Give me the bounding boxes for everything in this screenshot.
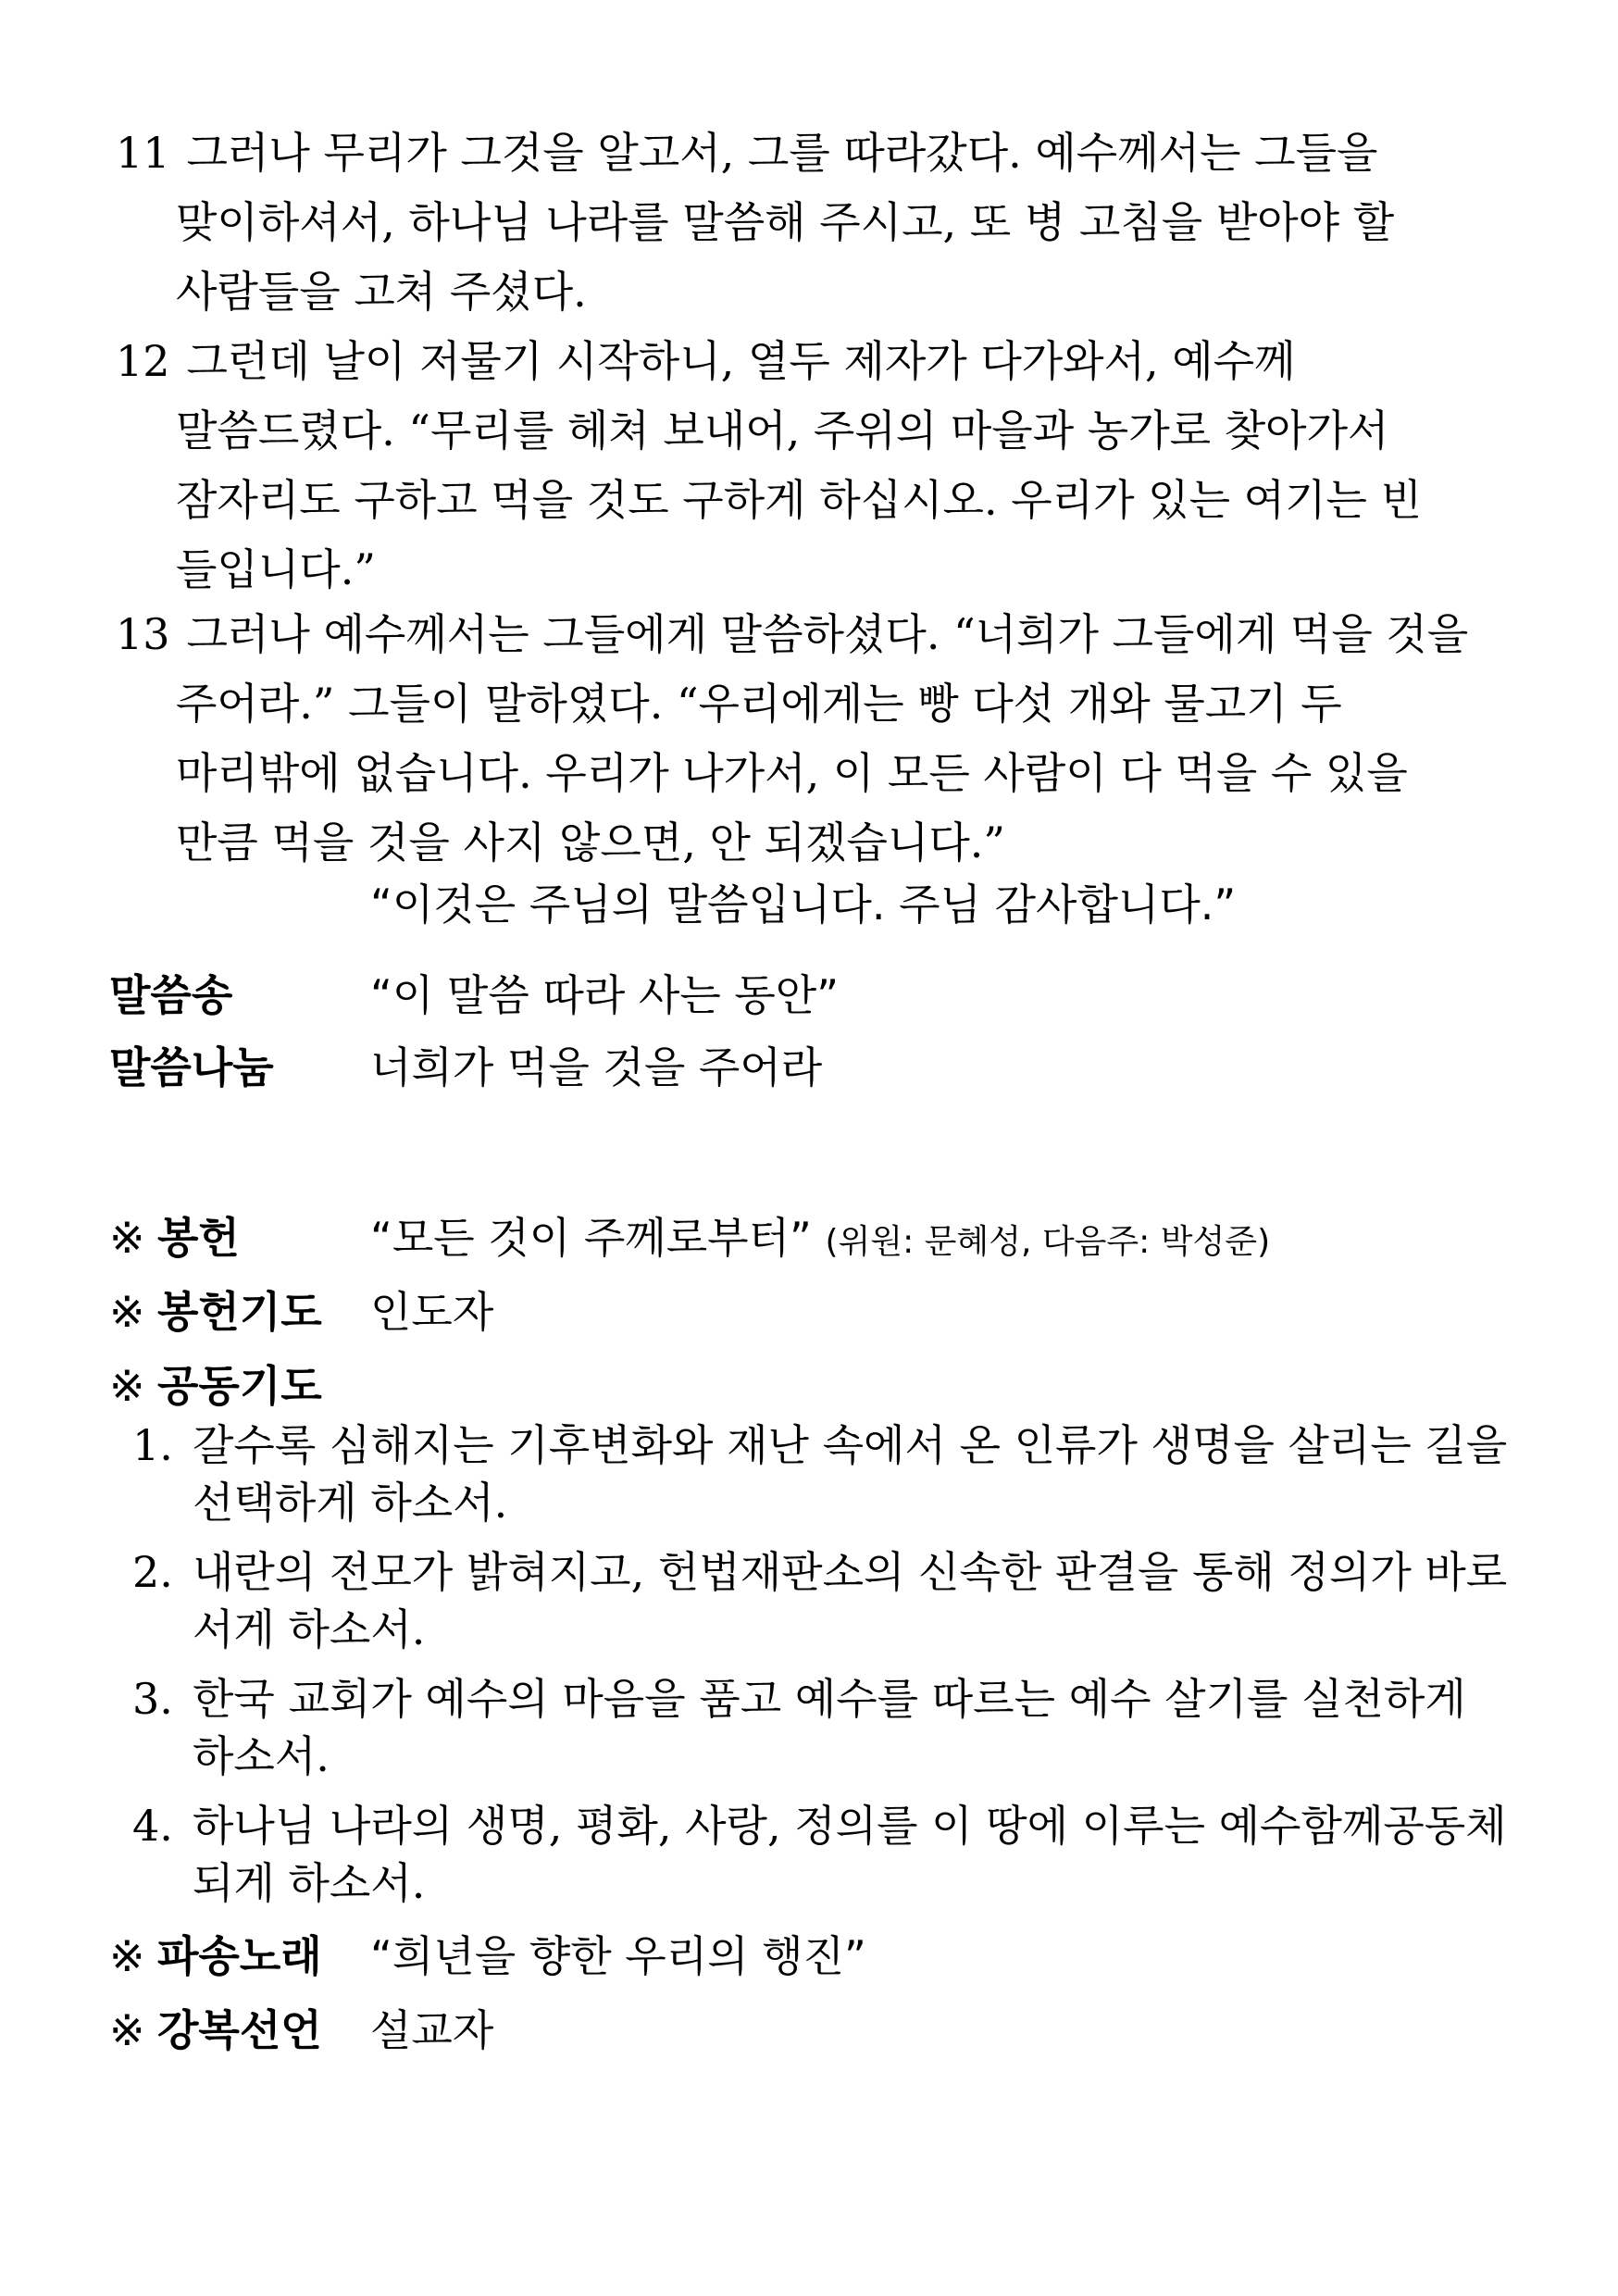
prayer-item-1 bbox=[132, 1416, 1521, 1531]
verse-line bbox=[116, 327, 1523, 396]
prayer-line bbox=[132, 1543, 1521, 1601]
prayer-line bbox=[132, 1670, 1521, 1728]
offering-prayer-label: 봉헌기도 bbox=[157, 1287, 322, 1337]
word-song-title: “이 말씀 따라 사는 동안” bbox=[370, 970, 840, 1020]
prayer-item-3 bbox=[132, 1670, 1521, 1785]
prayer-line: 서게 하소서. bbox=[193, 1604, 426, 1654]
verse-line: 말씀드렸다. “무리를 헤쳐 보내어, 주위의 마을과 농가로 찾아가서 bbox=[176, 406, 1389, 455]
reference-mark: ※ bbox=[109, 1361, 145, 1411]
reference-mark: ※ bbox=[109, 2005, 145, 2055]
verse-line: 들입니다.” bbox=[176, 544, 376, 594]
verse-number: 11 bbox=[116, 128, 170, 178]
prayer-item-4 bbox=[132, 1797, 1521, 1912]
sermon-row bbox=[109, 1035, 823, 1100]
verse-text: 그런데 날이 저물기 시작하니, 열두 제자가 다가와서, 예수께 bbox=[186, 336, 1296, 386]
verse-line bbox=[116, 600, 1523, 669]
sending-song-label: 파송노래 bbox=[157, 1931, 322, 1981]
prayer-line: 선택하게 하소서. bbox=[193, 1478, 508, 1528]
reference-mark: ※ bbox=[109, 1213, 145, 1263]
verse-12 bbox=[116, 327, 1523, 605]
offering-label: 봉헌 bbox=[157, 1213, 240, 1263]
sermon-title: 너희가 먹을 것을 주어라 bbox=[370, 1042, 823, 1092]
verse-text: 그러나 예수께서는 그들에게 말씀하셨다. “너희가 그들에게 먹을 것을 bbox=[186, 609, 1469, 659]
offering-song-title: “모든 것이 주께로부터” bbox=[370, 1213, 812, 1263]
sending-song-row bbox=[109, 1924, 866, 1989]
sending-song-title: “희년을 향한 우리의 행진” bbox=[370, 1931, 866, 1981]
prayer-text: 하나님 나라의 생명, 평화, 사랑, 정의를 이 땅에 이루는 예수함께공동체 bbox=[193, 1801, 1507, 1851]
word-song-row bbox=[109, 963, 840, 1028]
verse-number: 13 bbox=[116, 609, 170, 659]
prayer-number: 2. bbox=[132, 1547, 173, 1597]
verse-line: 주어라.” 그들이 말하였다. “우리에게는 빵 다섯 개와 물고기 두 bbox=[176, 679, 1342, 729]
offering-row bbox=[109, 1205, 1271, 1270]
prayer-line bbox=[132, 1797, 1521, 1854]
verse-13 bbox=[116, 600, 1523, 878]
prayer-line: 하소서. bbox=[193, 1731, 330, 1781]
offering-value bbox=[370, 1205, 1270, 1275]
benediction-label: 강복선언 bbox=[157, 2005, 322, 2055]
prayer-text: 갈수록 심해지는 기후변화와 재난 속에서 온 인류가 생명을 살리는 길을 bbox=[193, 1420, 1508, 1470]
offering-prayer-row bbox=[109, 1279, 494, 1344]
prayer-number: 3. bbox=[132, 1674, 173, 1724]
prayer-line bbox=[132, 1416, 1521, 1474]
verse-number: 12 bbox=[116, 336, 170, 386]
offering-note: (위원: 문혜성, 다음주: 박성준) bbox=[825, 1223, 1271, 1261]
verse-line: 잠자리도 구하고 먹을 것도 구하게 하십시오. 우리가 있는 여기는 빈 bbox=[176, 475, 1422, 525]
prayer-number: 1. bbox=[132, 1420, 173, 1470]
prayer-item-2 bbox=[132, 1543, 1521, 1658]
closing-response: “이것은 주님의 말씀입니다. 주님 감사합니다.” bbox=[370, 880, 1237, 930]
reference-mark: ※ bbox=[109, 1287, 145, 1337]
reference-mark: ※ bbox=[109, 1931, 145, 1981]
prayer-line: 되게 하소서. bbox=[193, 1858, 426, 1908]
verse-line: 맞이하셔서, 하나님 나라를 말씀해 주시고, 또 병 고침을 받아야 할 bbox=[176, 197, 1395, 247]
prayer-text: 내란의 전모가 밝혀지고, 헌법재판소의 신속한 판결을 통해 정의가 바로 bbox=[193, 1547, 1508, 1597]
benediction-leader: 설교자 bbox=[370, 2005, 494, 2055]
common-prayer-row bbox=[109, 1354, 322, 1418]
prayer-text: 한국 교회가 예수의 마음을 품고 예수를 따르는 예수 살기를 실천하게 bbox=[193, 1674, 1466, 1724]
verse-line: 마리밖에 없습니다. 우리가 나가서, 이 모든 사람이 다 먹을 수 있을 bbox=[176, 748, 1408, 798]
verse-11 bbox=[116, 119, 1523, 327]
verse-line: 사람들을 고쳐 주셨다. bbox=[176, 267, 587, 317]
common-prayer-label: 공동기도 bbox=[157, 1361, 322, 1411]
verse-line bbox=[116, 119, 1523, 188]
prayer-number: 4. bbox=[132, 1801, 173, 1851]
verse-text: 그러나 무리가 그것을 알고서, 그를 따라갔다. 예수께서는 그들을 bbox=[186, 128, 1378, 178]
offering-prayer-leader: 인도자 bbox=[370, 1287, 494, 1337]
verse-line: 만큼 먹을 것을 사지 않으면, 안 되겠습니다.” bbox=[176, 817, 1005, 867]
word-song-label: 말씀송 bbox=[109, 970, 233, 1020]
sermon-label: 말씀나눔 bbox=[109, 1042, 274, 1092]
benediction-row bbox=[109, 1998, 494, 2063]
